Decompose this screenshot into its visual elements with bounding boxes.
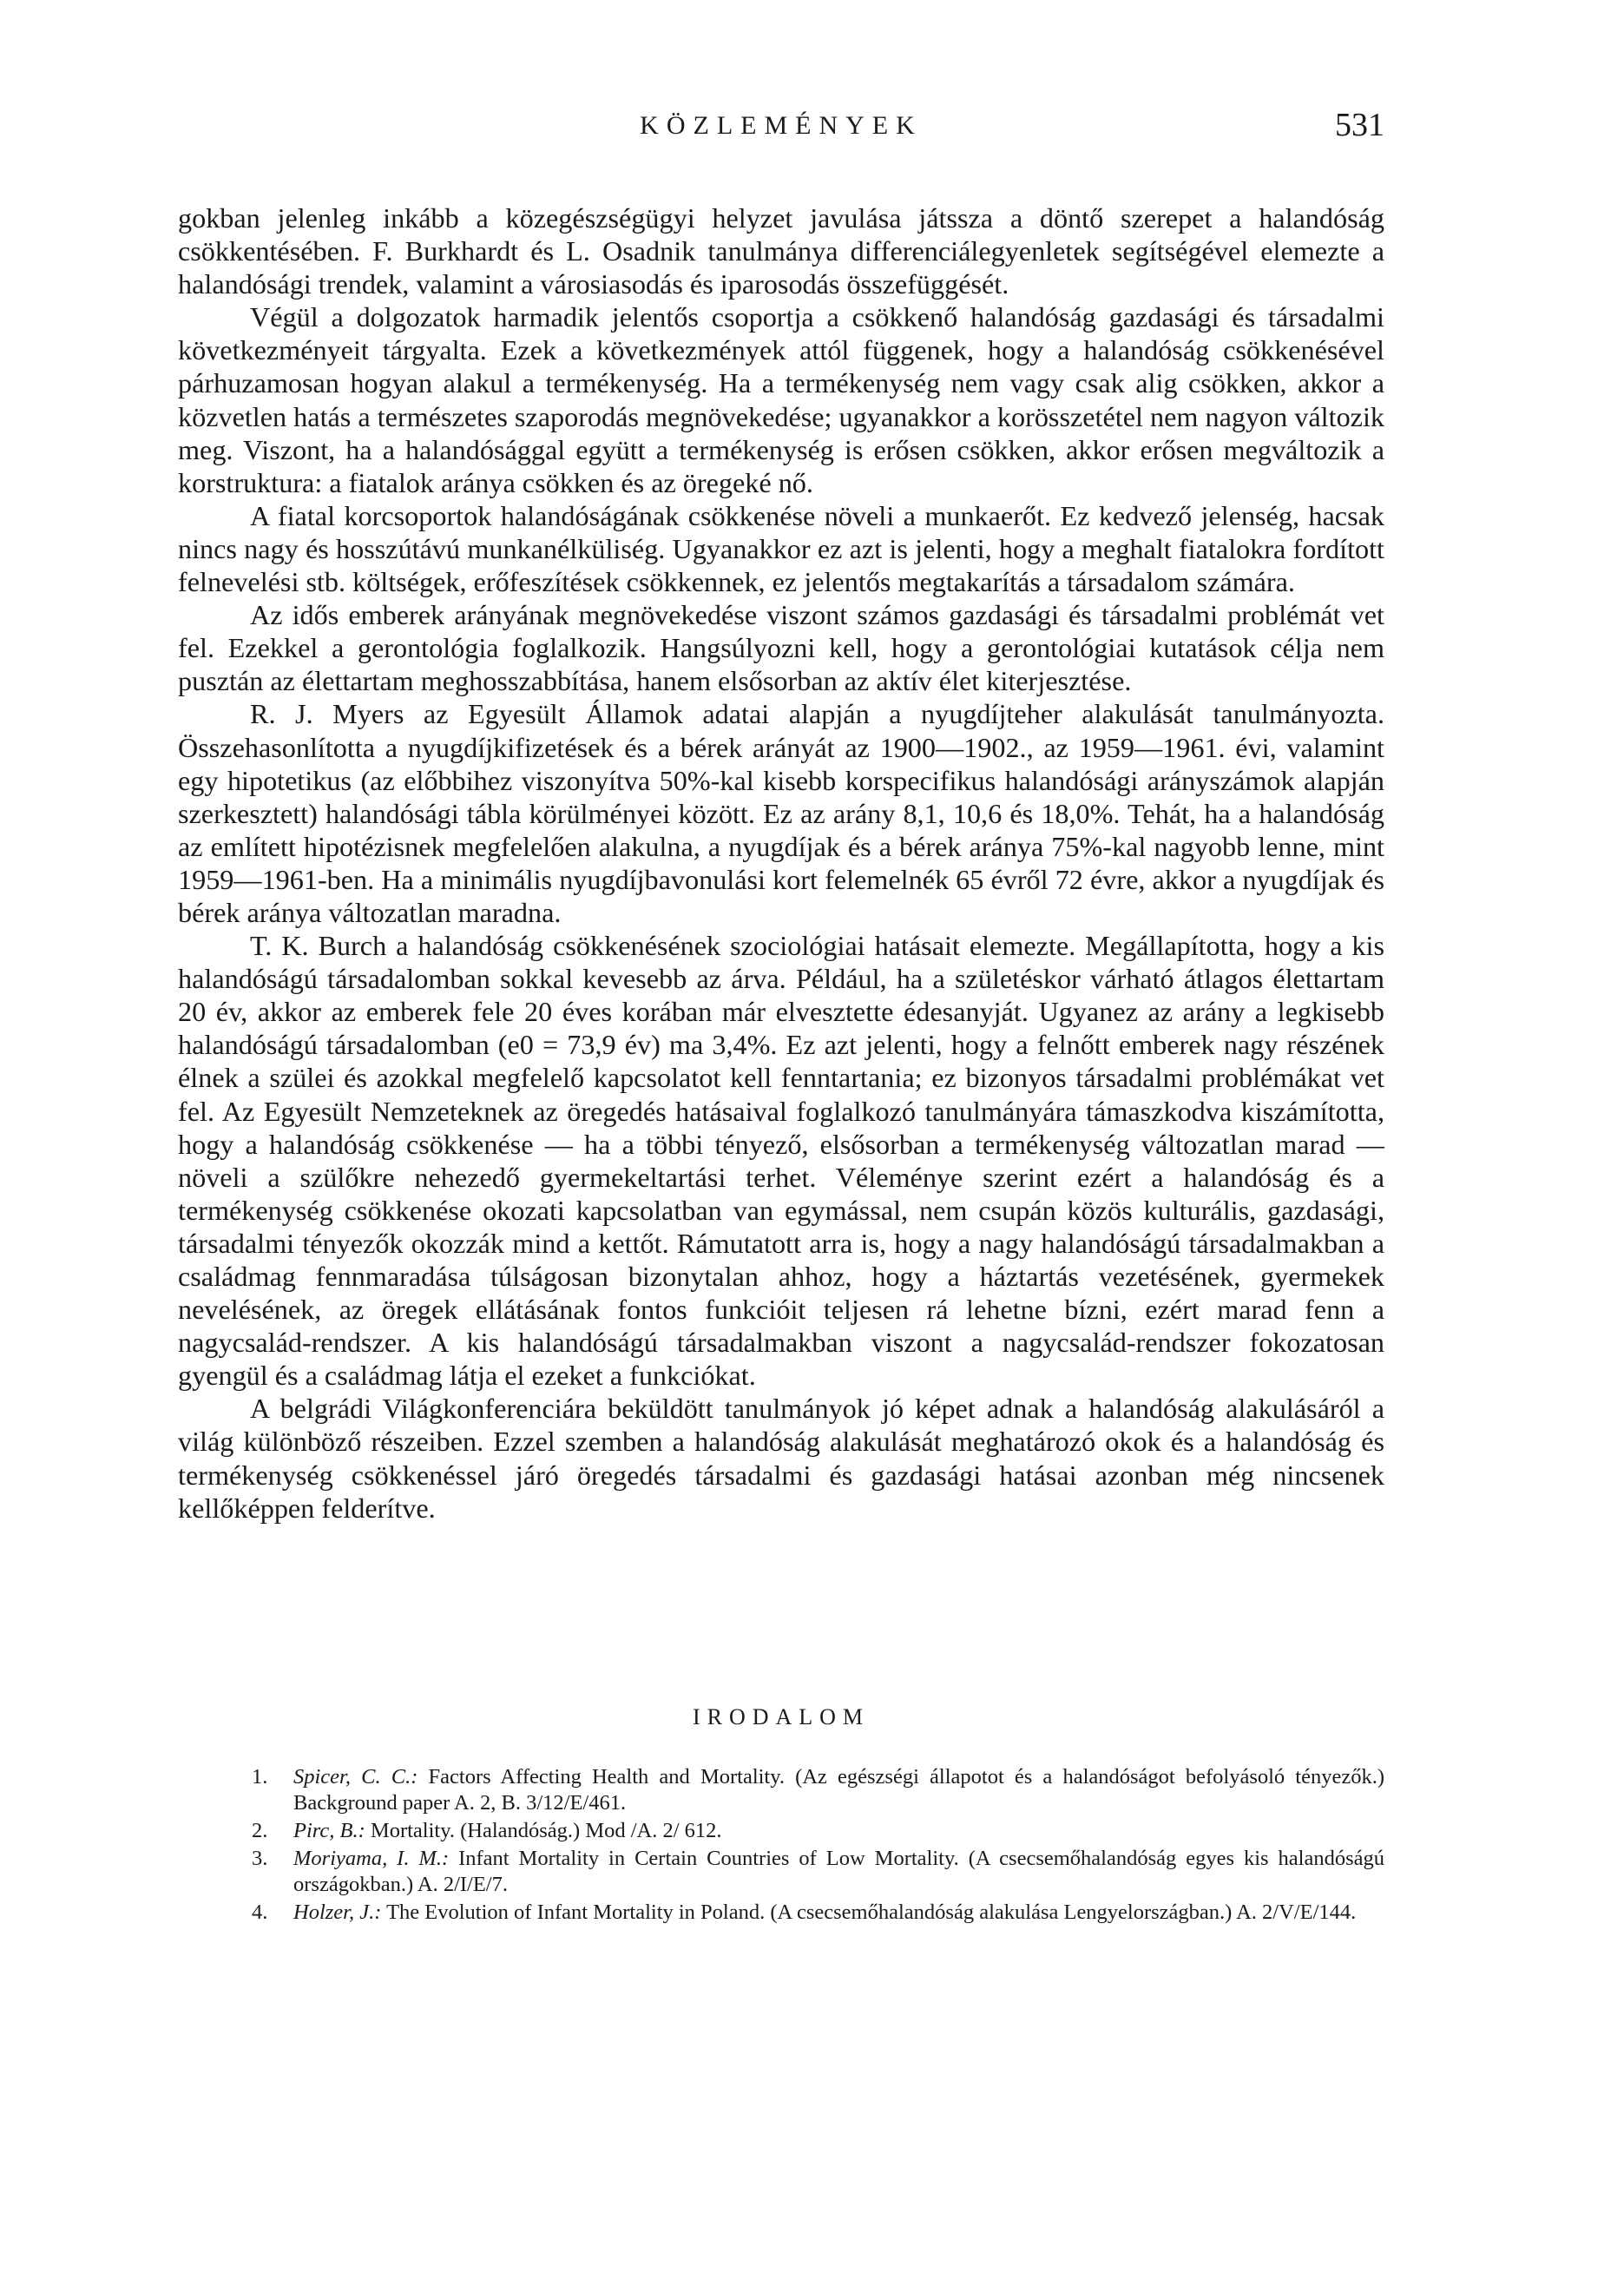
paragraph: Az idős emberek arányának megnövekedése viszont számos gazdasági és társadalmi problémát vet fel. Ezekkel a gerontológia foglalkozik. Hangsúlyozni kell, hogy a gerontológiai kutatások célja nem pusztán az élettartam meghosszabbítása, hanem elsősorban az aktív élet kiterjesztése. <box>178 599 1384 697</box>
reference-item <box>252 1900 1384 1926</box>
reference-text: Mortality. (Halandóság.) Mod /A. 2/ 612. <box>365 1819 722 1842</box>
reference-number: 1. <box>252 1765 268 1789</box>
running-title: KÖZLEMÉNYEK <box>640 111 923 140</box>
paragraph: gokban jelenleg inkább a közegészségügyi helyzet javulása játssza a döntő szerepet a halandóság csökkentésében. F. Burkhardt és L. Osadnik tanulmánya differenciálegyenletek segítségével elemezte a halandósági trendek, valamint a városiasodás és iparosodás összefüggését. <box>178 202 1384 300</box>
reference-item <box>252 1846 1384 1898</box>
reference-author: Pirc, B.: <box>293 1819 365 1842</box>
running-head <box>178 107 1384 146</box>
references-heading: IRODALOM <box>692 1704 871 1729</box>
paragraph: R. J. Myers az Egyesült Államok adatai alapján a nyugdíjteher alakulását tanulmányozta. Összehasonlította a nyugdíjkifizetések és a bérek arányát az 1900—1902., az 1959—1961. évi, valamint egy hipotetikus (az előbbihez viszonyítva 50%-kal kisebb korspecifikus halandósági arányszámok alapján szerkesztett) halandósági tábla körülményei között. Ez az arány 8,1, 10,6 és 18,0%. Tehát, ha a halandóság az említett hipotézisnek megfelelően alakulna, a nyugdíjak és a bérek aránya 75%-kal nagyobb lenne, mint 1959—1961-ben. Ha a minimális nyugdíjbavonulási kort felemelnék 65 évről 72 évre, akkor a nyugdíjak és bérek aránya változatlan maradna. <box>178 698 1384 928</box>
paragraph: T. K. Burch a halandóság csökkenésének szociológiai hatásait elemezte. Megállapította, hogy a kis halandóságú társadalomban sokkal kevesebb az árva. Például, ha a születéskor várható átlagos élettartam 20 év, akkor az emberek fele 20 éves korában már elvesztette édesanyját. Ugyanez az arány a legkisebb halandóságú társadalomban (e0 = 73,9 év) ma 3,4%. Ez azt jelenti, hogy a felnőtt emberek nagy részének élnek a szülei és azokkal megfelelő kapcsolatot kell fenntartania; ez bizonyos társadalmi problémákat vet fel. Az Egyesült Nemzeteknek az öregedés hatásaival foglalkozó tanulmányára támaszkodva kiszámította, hogy a halandóság csökkenése — ha a többi tényező, elsősorban a termékenység változatlan marad — növeli a szülőkre nehezedő gyermekeltartási terhet. Véleménye szerint ezért a halandóság és a termékenység csökkenése okozati kapcsolatban van egymással, nem csupán közös kulturális, gazdasági, társadalmi tényezők okozzák mind a kettőt. Rámutatott arra is, hogy a nagy halandóságú társadalmakban a családmag fennmaradása túlságosan bizonytalan ahhoz, hogy a háztartás vezetésének, gyermekek nevelésének, az öregek ellátásának fontos funkcióit teljesen rá lehetne bízni, ezért marad fenn a nagycsalád-rendszer. A kis halandóságú társadalmakban viszont a nagycsalád-rendszer fokozatosan gyengül és a családmag látja el ezeket a funkciókat. <box>178 930 1384 1392</box>
reference-author: Moriyama, I. M.: <box>293 1847 450 1870</box>
paragraph: A fiatal korcsoportok halandóságának csökkenése növeli a munkaerőt. Ez kedvező jelenség, hacsak nincs nagy és hosszútávú munkanélküliség. Ugyanakkor ez azt is jelenti, hogy a meghalt fiatalokra fordított felnevelési stb. költségek, erőfeszítések csökkennek, ez jelentős megtakarítás a társadalom számára. <box>178 499 1384 598</box>
paragraph: A belgrádi Világkonferenciára beküldött tanulmányok jó képet adnak a halandóság alakulásáról a világ különböző részeiben. Ezzel szemben a halandóság alakulását meghatározó okok és a halandóság és termékenység csökkenéssel járó öregedés társadalmi és gazdasági hatásai azonban még nincsenek kellőképpen felderítve. <box>178 1393 1384 1524</box>
reference-text: The Evolution of Infant Mortality in Poland. (A csecsemőhalandóság alakulása Lengyelországban.) A. 2/V/E/144. <box>381 1901 1357 1924</box>
reference-number: 3. <box>252 1847 268 1870</box>
reference-list <box>252 1764 1384 1927</box>
paragraph: Végül a dolgozatok harmadik jelentős csoportja a csökkenő halandóság gazdasági és társadalmi következményeit tárgyalta. Ezek a következmények attól függenek, hogy a halandóság csökkenésével párhuzamosan hogyan alakul a termékenység. Ha a termékenység nem vagy csak alig csökken, akkor a közvetlen hatás a természetes szaporodás megnövekedése; ugyanakkor a korösszetétel nem nagyon változik meg. Viszont, ha a halandósággal együtt a termékenység is erősen csökken, akkor erősen megváltozik a korstruktura: a fiatalok aránya csökken és az öregeké nő. <box>178 301 1384 498</box>
reference-author: Spicer, C. C.: <box>293 1765 418 1789</box>
reference-number: 4. <box>252 1901 268 1924</box>
reference-item <box>252 1818 1384 1844</box>
page-number: 531 <box>1335 107 1384 143</box>
reference-text: Factors Affecting Health and Mortality. (Az egészségi állapotot és a halandóságot befolyásoló tényezők.) Background paper A. 2, B. 3/12/E/461. <box>293 1765 1385 1815</box>
reference-item <box>252 1764 1384 1816</box>
body-text <box>178 201 1384 1525</box>
reference-author: Holzer, J.: <box>293 1901 382 1924</box>
reference-text: Infant Mortality in Certain Countries of Low Mortality. (A csecsemőhalandóság egyes kis halandóságú országokban.) A. 2/I/E/7. <box>293 1847 1384 1896</box>
reference-number: 2. <box>252 1819 268 1842</box>
